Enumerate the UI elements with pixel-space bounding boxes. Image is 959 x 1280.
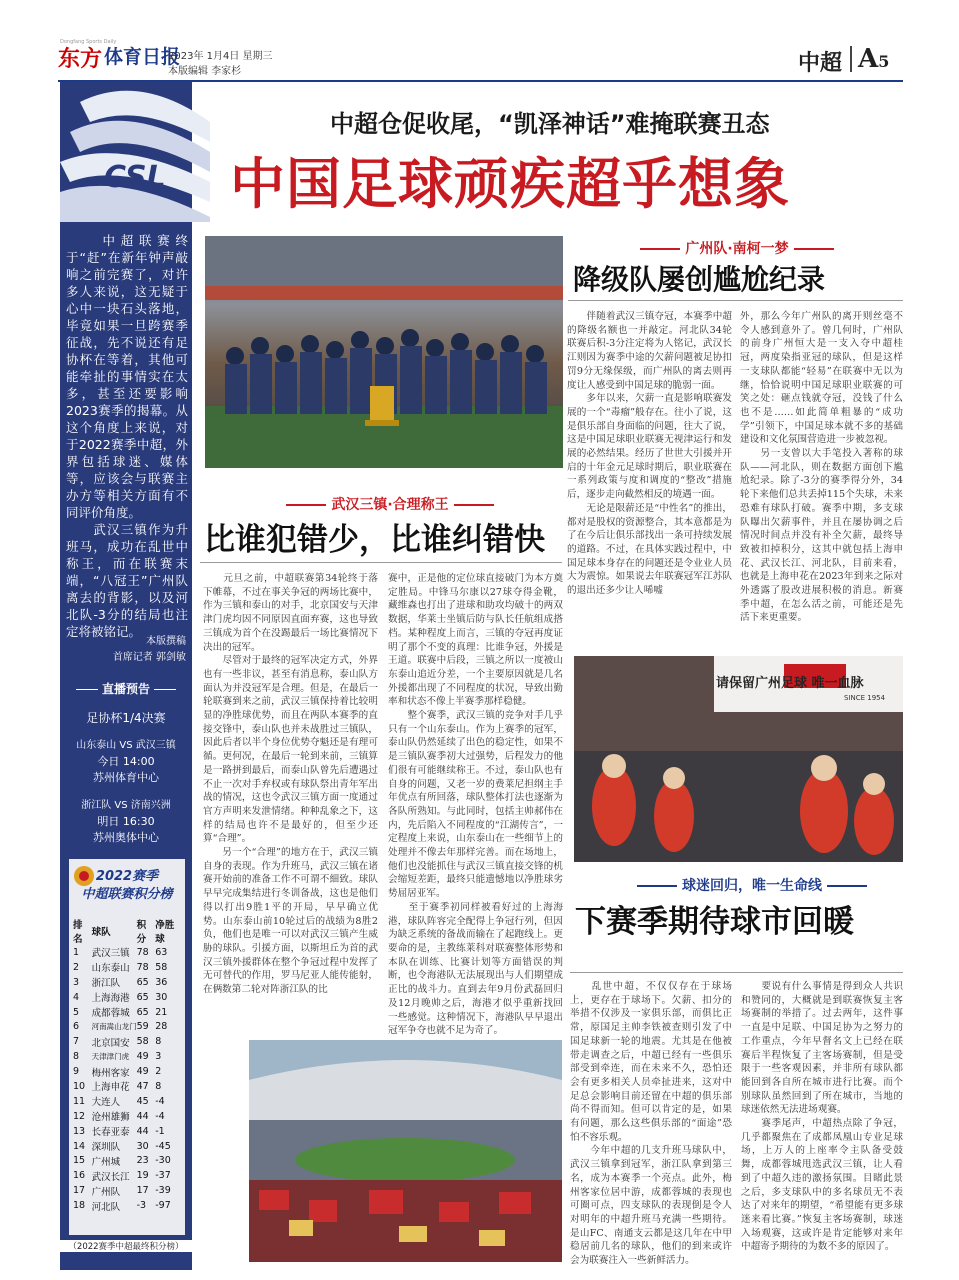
logo-title: 体育日报 xyxy=(104,46,181,68)
standings-cell: 30 xyxy=(136,1140,149,1152)
standings-cell: 3 xyxy=(155,1051,162,1063)
standings-cell: 北京国安 xyxy=(91,1037,130,1049)
story3-title: 下赛季期待球市回暖 xyxy=(575,904,854,940)
story2-kicker: 广州队·南柯一梦 xyxy=(685,241,789,257)
live-preview-title xyxy=(66,680,186,697)
standings-cell: 28 xyxy=(155,1021,168,1033)
standings-cell: 30 xyxy=(155,991,168,1003)
standings-title-name: 中超联赛积分榜 xyxy=(81,887,173,902)
table-row xyxy=(73,1168,183,1183)
standings-cell: 49 xyxy=(136,1051,149,1063)
standings-cell: -3 xyxy=(136,1200,147,1212)
match1-venue: 苏州体育中心 xyxy=(93,771,159,784)
standings-cell: 5 xyxy=(73,1006,80,1018)
story3-kicker: 球迷回归，唯一生命线 xyxy=(682,878,822,894)
standings-cell: 8 xyxy=(73,1051,80,1063)
table-row xyxy=(73,1124,183,1139)
story2-title: 降级队屡创尴尬纪录 xyxy=(573,263,826,296)
standings-cell: 9 xyxy=(73,1066,80,1078)
section-name: 中超 xyxy=(798,51,843,76)
story3-col2: 要说有什么事情是得到众人共识和赞同的，大概就是到联赛恢复主客场赛制的举措了。过去两年，这件事一直是中足联、中国足协为之努力的工作重点，今年早督名文上已经在联赛后半程恢复了主客场赛制，但是受限于一些客观因素，并非所有球队都能回到各自所在城市进行比赛。而个别球队虽然回到了所在城市，当地的球迷依然无法进场观赛。 赛季尾声，中超热点除了争冠，几乎都聚焦在了成都凤凰山专业足球场，上万人的上座率令主队备受鼓舞，成都蓉城甩选武汉三镇，让人看到了中超久违的激扬氛围。目睹此景之后，多支球队中的多名球员无不表达了对来年的期望，“希望能有更多球迷来看比赛。”恢复主客场赛制，球迷入场观赛，这或许是肯定能够对来年中超寄予期待的为数不多的原因了。 xyxy=(741,981,903,1253)
standings-cell: 58 xyxy=(155,961,168,973)
table-row xyxy=(73,1153,183,1168)
standings-cell: 上海申花 xyxy=(91,1082,130,1094)
standings-cell: 49 xyxy=(136,1066,149,1078)
fans-banner-photo xyxy=(574,656,903,862)
page-editor: 本版编辑 李家杉 xyxy=(168,66,242,77)
story3-rule xyxy=(570,972,903,973)
table-row xyxy=(73,1064,183,1079)
table-row xyxy=(73,1183,183,1198)
standings-cell: 武汉长江 xyxy=(91,1171,130,1183)
stadium-photo-graphic xyxy=(249,1040,562,1262)
main-kicker: 中超仓促收尾，“凯泽神话”难掩联赛丑态 xyxy=(330,110,770,138)
standings-cell: 上海海港 xyxy=(91,993,130,1005)
standings-cell: 21 xyxy=(155,1006,168,1018)
table-row xyxy=(73,1139,183,1154)
table-row xyxy=(73,990,183,1005)
issue-date: 2023年 1月4日 星期三 xyxy=(168,51,273,62)
standings-cell: 36 xyxy=(155,976,168,988)
match2-venue: 苏州奥体中心 xyxy=(93,831,159,844)
csl-logo-graphic xyxy=(60,82,192,222)
standings-cell: 3 xyxy=(73,976,80,988)
standings-cell: 14 xyxy=(73,1140,86,1152)
table-row xyxy=(73,1005,183,1020)
byline-author: 首席记者 郭剑敏 xyxy=(112,652,186,663)
standings-cell: 58 xyxy=(136,1036,149,1048)
standings-cell: 65 xyxy=(136,1006,149,1018)
standings-cell: 沧州雄狮 xyxy=(91,1112,130,1124)
story1-col1: 元旦之前，中超联赛第34轮终于落下帷幕，不过在事关争冠的两场比赛中，作为三镇和泰山的对手，北京国安与天津津门虎均因不同原因直面弃赛，这也导致三镇成为首个在没踢最后一场比赛情况下决出的冠军。 尽管对于最终的冠军决定方式，外界也有一些非议，甚至有消息称，泰山队方面认为并没冠军是合理。但是，在最后一轮联赛到来之前，武汉三镇保持着比较明显的净胜球优势，而且在两队本赛季的直接交锋中，泰山队也并未战胜过三镇队，因此后者以半个身位优势夺魁还是有理可循。更何况，在最后一轮到来前，三镇算是一路拼到最后，而泰山队曾先后遭遇过不止一次对手弃权或有球队祭出青年军出战的情况，这也令武汉三镇方面一度通过官方声明来发泄情绪。种种乱象之下，这样的结局也许不是最好的，但至少还算“合理”。 另一个“合理”的地方在于，武汉三镇自身的表现。作为升班马，武汉三镇在诸赛开始前的准备工作不可谓不細致。球队早早完成集结进行冬训备战，这也是他们得以打出9胜1平的开局，早早确立优势。山东泰山前10轮过后的战绩为8胜2负，他们也是唯一可以对武汉三镇产生威胁的球队。引援方面，以斯坦丘为首的武汉三镇外援群体在整个争冠过程中发挥了无可替代的作用，罗马尼亚人能传能射，在俩数第二轮对阵浙江队的比 xyxy=(203,573,378,996)
standings-header-cell: 球队 xyxy=(91,927,111,938)
standings-cell: 武汉三镇 xyxy=(91,948,130,960)
standings-cell: 成都蓉城 xyxy=(91,1008,130,1019)
standings-cell: 广州队 xyxy=(91,1186,121,1198)
standings-cell: 广州城 xyxy=(91,1156,121,1168)
standings-cell: -37 xyxy=(155,1170,171,1182)
stadium-photo xyxy=(249,1040,562,1262)
standings-header-cell: 排名 xyxy=(73,920,83,945)
section-divider xyxy=(850,46,852,72)
preview-subtitle: 足协杯1/4决赛 xyxy=(86,711,166,725)
logo-subtitle: Dongfang Sports Daily xyxy=(60,39,117,45)
table-row xyxy=(73,1094,183,1109)
standings-cell: 12 xyxy=(73,1110,86,1122)
story1-title: 比谁犯错少，比谁纠错快 xyxy=(204,522,545,558)
standings-cell: 11 xyxy=(73,1095,86,1107)
standings-header-cell: 积分 xyxy=(136,920,147,945)
standings-cell: 17 xyxy=(73,1185,86,1197)
standings-cell: 4 xyxy=(73,991,80,1003)
main-headline: 中国足球顽疾超乎想象 xyxy=(230,151,791,216)
standings-cell: 78 xyxy=(136,946,149,958)
table-row xyxy=(73,960,183,975)
standings-cell: 16 xyxy=(73,1170,86,1182)
csl-logo-text: CSL xyxy=(104,160,166,195)
csl-logo xyxy=(60,82,192,222)
match2-teams: 浙江队 VS 济南兴洲 xyxy=(81,800,171,811)
standings-cell: 2 xyxy=(155,1066,162,1078)
story2-kicker-row xyxy=(622,238,852,258)
standings-cell: 63 xyxy=(155,946,168,958)
standings-cell: 7 xyxy=(73,1036,80,1048)
standings-cell: 78 xyxy=(136,961,149,973)
standings-cell: -97 xyxy=(155,1200,171,1212)
standings-header-row xyxy=(73,917,183,945)
story1-kicker: 武汉三镇·合理称王 xyxy=(331,497,449,513)
standings-cell: 10 xyxy=(73,1080,86,1092)
live-preview-label: 直播预告 xyxy=(101,682,150,696)
sidebar-byline xyxy=(66,634,186,666)
story3-kicker-row xyxy=(612,875,892,895)
table-row xyxy=(73,975,183,990)
match1-teams: 山东泰山 VS 武汉三镇 xyxy=(76,740,176,751)
standings-body xyxy=(73,945,183,1213)
standings-cell: 45 xyxy=(136,1095,149,1107)
standings-cell: 6 xyxy=(73,1021,80,1033)
standings-cell: 18 xyxy=(73,1200,86,1212)
standings-cell: 17 xyxy=(136,1185,149,1197)
table-row xyxy=(73,1109,183,1124)
standings-cell: 长春亚泰 xyxy=(91,1127,130,1139)
story2-col1: 伴随着武汉三镇夺冠，本赛季中超的降级名额也一并敲定。河北队34轮联赛后积-3分注定将为人铭记，武汉长江则因为赛季中途的欠薪问题被足协扣罚9分无缘保级，而广州队的离去则再度让人感受到中国足球的脆弱一面。 多年以来，欠薪一直是影响联赛发展的一个“毒瘤”般存在。往小了说，这是俱乐部自身面临的问题，往大了说，这是中国足球职业联赛无视津运行和发展的必然结果。经历了世世大引援并开启的十年金元足球时期后，职业联赛在一系列政策与度和调度的“整改”措施后，逐步走向截然相反的境遇一面。 无论是限薪还是“中性名”的推出，都对是股权的资源整合，其本意都是为了在今后让俱乐部找出一条可持续发展的道路。不过，在具体实践过程中，中国足球本身存在的问题还是令业业人员大为震惊。如果说去年联赛冠军江苏队的退出还多少让人唏嘘 xyxy=(567,311,732,597)
standings-note: （2022赛季中超最终积分榜） xyxy=(56,1240,196,1252)
byline-label: 本版撰稿 xyxy=(146,636,186,647)
story1-rule xyxy=(200,562,562,563)
standings-cell: -4 xyxy=(155,1095,165,1107)
standings-table xyxy=(73,917,183,1213)
standings-cell: 59 xyxy=(136,1021,149,1033)
table-row xyxy=(73,1034,183,1049)
standings-cell: 1 xyxy=(73,946,80,958)
story2-rule xyxy=(568,300,903,301)
standings-cell: 8 xyxy=(155,1080,162,1092)
story1-kicker-row xyxy=(250,494,530,514)
story2-col2: 外，那么今年广州队的离开则丝毫不令人感到意外了。曾几何时，广州队的前身广州恒大是一支入夺中超桂冠，两度染指亚冠的球队，但是这样一支球队都能“轻易”在联赛中无以为继，恰恰说明中国足球职业联赛的可笑之处：砸点钱就夺冠，没钱了什么也不是……如此简单粗暴的“成功学”引领下，中国足球本就不多的基础建设和文化氛围营造进一步被忽视。 另一支曾以大手笔投入著称的球队——河北队，则在数据方面创下尴尬纪录。除了-3分的赛季得分外，34轮下来他们总共丢掉115个失球，未来恐难有球队打破。赛季中期，多支球队曝出欠薪事件，并且在屡协调之后情况时间点并没有补全欠薪，最终导致被扣掉积分，这其中就包括上海申花、武汉长江、河北队，目前来看，也就是上海申花在2023年到来之际对外透露了股改进展积极的消息。新赛季中超，在怎么活之前，可能还是先活下来更重要。 xyxy=(740,311,903,624)
standings-cell: -30 xyxy=(155,1155,171,1167)
standings-cell: 13 xyxy=(73,1125,86,1137)
celebration-photo xyxy=(205,236,563,468)
standings-cell: 河南嵩山龙门 xyxy=(91,1022,137,1032)
sidebar-intro: 中超联赛终于“赶”在新年钟声敲响之前完赛了，对许多人来说，这无疑于心中一块石头落地，毕竟如果一旦跨赛季征战，先不说还有足协杯在等着，其他可能牵扯的事情实在太多，甚至还要影响2023赛季的揭幕。从这个角度上来说，对于2022赛季中超，外界包括球迷、媒体等，应该会与联赛主办方等相关方面有不同评价角度。 武汉三镇作为升班马，成功在乱世中称王，而在联赛末端，“八冠王”广州队离去的背影，以及河北队-3分的结局也注定将被铭记。 xyxy=(66,233,188,639)
standings-cell: 15 xyxy=(73,1155,86,1167)
logo-dong: 东方 xyxy=(58,46,103,72)
standings-cell: 23 xyxy=(136,1155,149,1167)
standings-cell: 深圳队 xyxy=(91,1142,121,1154)
standings-cell: 河北队 xyxy=(91,1201,121,1213)
standings-title-season: 2022赛季 xyxy=(95,869,159,884)
standings-cell: 山东泰山 xyxy=(91,963,130,975)
standings-table-box xyxy=(68,858,186,1236)
fans-banner-since: SINCE 1954 xyxy=(844,694,886,702)
standings-cell: -45 xyxy=(155,1140,171,1152)
standings-cell: 8 xyxy=(155,1036,162,1048)
standings-cell: 浙江队 xyxy=(91,978,121,990)
standings-cell: 47 xyxy=(136,1080,149,1092)
match1-time: 今日 14:00 xyxy=(97,755,155,768)
standings-cell: 2 xyxy=(73,961,80,973)
standings-cell: 天津津门虎 xyxy=(91,1052,130,1062)
table-row xyxy=(73,1198,183,1213)
standings-cell: 44 xyxy=(136,1110,149,1122)
page-digit: 5 xyxy=(878,52,890,71)
story3-col1: 乱世中超，不仅仅存在于球场上，更存在于球场下。欠薪、扣分的举措不仅涉及一家俱乐部，而俱比正常，原国足主帅李铁被查则引发了中国足球新一轮的地震。尤其是在他被带走调查之后，中超已经有一些俱乐部受到牵连，而在未来不久，恐怕还会有更多相关人员牵扯进来，这对中足总会影响目前还留在中超的俱乐部尚不得而知。但可以肯定的是，如果有问题，那么这些俱乐部的“面途”恐怕不容乐观。 今年中超的几支升班马球队中，武汉三镇拿到冠军，浙江队拿到第三名，成为本赛季一个亮点。此外，梅州客家位居中游，成都蓉城的表现也可圈可点，四支球队的表现倒是令人对明年的中超升班马充满一些期待。是山FC、南通支云都是这几年在中甲稳居前几名的球队，他们的到来或许会为联赛注入一些新鲜活力。 xyxy=(570,981,732,1267)
standings-header-cell: 净胜球 xyxy=(155,920,175,945)
page-number xyxy=(858,44,889,74)
standings-cell: 65 xyxy=(136,991,149,1003)
standings-cell: -39 xyxy=(155,1185,171,1197)
standings-cell: 梅州客家 xyxy=(91,1067,130,1079)
standings-cell: -1 xyxy=(155,1125,165,1137)
table-row xyxy=(73,945,183,960)
page-header xyxy=(0,0,959,80)
celebration-photo-graphic xyxy=(205,236,563,468)
fans-banner-text: 请保留广州足球 唯一血脉 xyxy=(716,676,864,691)
standings-cell: 44 xyxy=(136,1125,149,1137)
standings-cell: 65 xyxy=(136,976,149,988)
standings-cell: 大连人 xyxy=(91,1097,121,1109)
standings-cell: 19 xyxy=(136,1170,149,1182)
story1-col2: 赛中，正是他的定位球直接破门为本方奠定胜局。中锋马尔康以27球夺得金靴，藏维森也打出了进球和助攻均破十的两双数据，华莱士坐镇后防与队长任航组成搭档。某种程度上而言，三镇的夺冠再度证明了那个不变的真理：比谁争冠，外援是王道。联赛中后段，三镇之所以一度被山东泰山追近分差，一个主要原因就是几名外援都出现了不同程度的状况，导致出勤率和状态不像上半赛季那样稳健。 整个赛季，武汉三镇的竞争对手几乎只有一个山东泰山。作为上赛季的冠军，泰山队仍然延续了出色的稳定性，如果不是三镇队赛季初大过强势，后程发力的他们很有可能继续称王。不过，泰山队也有自身的问题，又老一岁的费莱尼担纲主手年优点有所回落，球队整体打法也逐渐为各队所熟知。与此同时，包括主帅郝伟在内，先后陷入不同程度的“江湖传言”，一定程度上来说，山东泰山在一些细节上的处理并不像去年那样完善。而在场地上，他们也没能抓住与武汉三镇直接交锋的机会缩短差距，最终只能遗憾地以净胜球劣势屈居亚军。 至于赛季初同样被看好过的上海海港，球队阵容完全配得上争冠行列，但因为缺乏系统的备战而输在了起跑线上。更要命的是，主教练莱科对联赛整体形势和本队在训练、比赛计划等方面错误的判断，也令海港队无法展现出与人们期望成正比的战斗力。直到去年9月份武磊回归及12月晚帅之后，海港才似乎重新找回一些感觉。这种情况下，海港队早早退出冠军争夺也就不足为奇了。 xyxy=(388,573,563,1037)
table-row xyxy=(73,1049,183,1064)
page-letter: A xyxy=(858,44,879,74)
match2-time: 明日 16:30 xyxy=(97,815,155,828)
standings-cell: -4 xyxy=(155,1110,165,1122)
sidebar xyxy=(60,82,192,1270)
table-row xyxy=(73,1079,183,1094)
table-row xyxy=(73,1019,183,1034)
